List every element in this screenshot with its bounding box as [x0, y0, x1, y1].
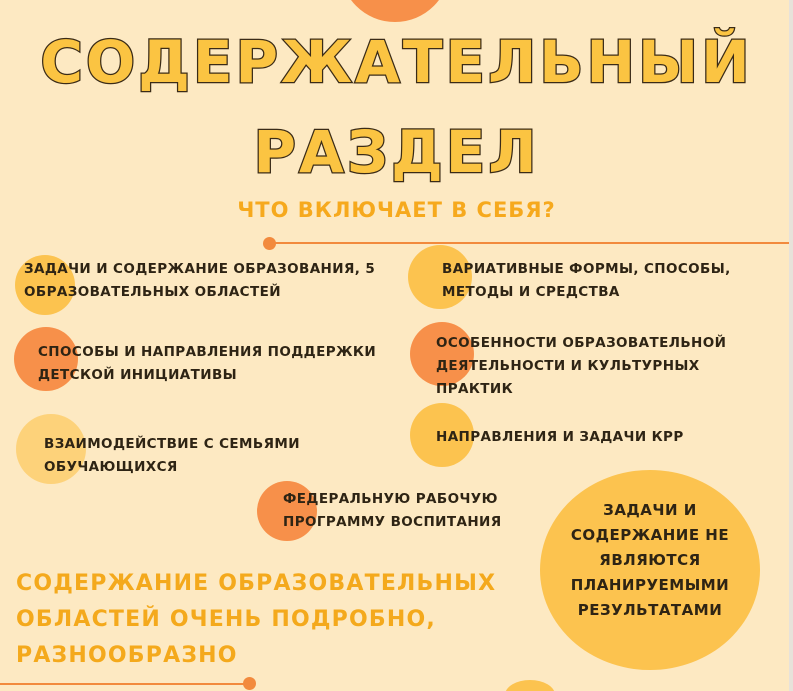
- bottom-text: СОДЕРЖАНИЕ ОБРАЗОВАТЕЛЬНЫХ ОБЛАСТЕЙ ОЧЕНЬ ПОДРОБНО, РАЗНООБРАЗНО: [16, 571, 497, 668]
- page-title-line2: РАЗДЕЛ: [253, 118, 540, 186]
- page-edge: [789, 0, 793, 691]
- list-item: ОСОБЕННОСТИ ОБРАЗОВАТЕЛЬНОЙ ДЕЯТЕЛЬНОСТИ И КУЛЬТУРНЫХ ПРАКТИК: [436, 335, 727, 397]
- bottom-decor-circle: [505, 680, 555, 691]
- list-item: ВАРИАТИВНЫЕ ФОРМЫ, СПОСОБЫ, МЕТОДЫ И СРЕДСТВА: [442, 261, 731, 300]
- rule-dot-bottom: [243, 677, 256, 690]
- rule-line-top: [270, 242, 790, 244]
- list-item: НАПРАВЛЕНИЯ И ЗАДАЧИ КРР: [436, 429, 684, 445]
- note-text: ЗАДАЧИ И СОДЕРЖАНИЕ НЕ ЯВЛЯЮТСЯ ПЛАНИРУЕМЫМИ РЕЗУЛЬТАТАМИ: [570, 501, 730, 619]
- list-item: ФЕДЕРАЛЬНУЮ РАБОЧУЮ ПРОГРАММУ ВОСПИТАНИЯ: [283, 491, 502, 530]
- rule-line-bottom: [0, 683, 250, 685]
- list-item: ЗАДАЧИ И СОДЕРЖАНИЕ ОБРАЗОВАНИЯ, 5 ОБРАЗОВАТЕЛЬНЫХ ОБЛАСТЕЙ: [24, 261, 376, 300]
- top-decor-circle: [340, 0, 450, 22]
- subtitle: ЧТО ВКЛЮЧАЕТ В СЕБЯ?: [237, 198, 556, 222]
- page-title-line1: СОДЕРЖАТЕЛЬНЫЙ: [40, 28, 753, 96]
- list-item: ВЗАИМОДЕЙСТВИЕ С СЕМЬЯМИ ОБУЧАЮЩИХСЯ: [44, 436, 300, 475]
- list-item: СПОСОБЫ И НАПРАВЛЕНИЯ ПОДДЕРЖКИ ДЕТСКОЙ ИНИЦИАТИВЫ: [38, 344, 377, 383]
